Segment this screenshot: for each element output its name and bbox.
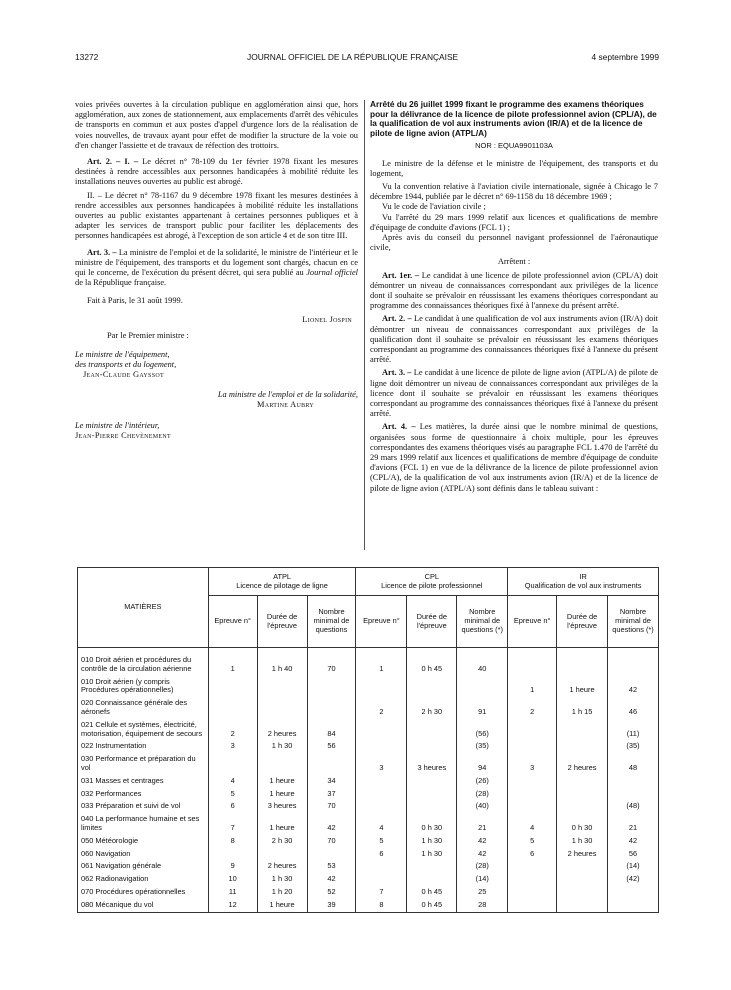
matiere-cell: 040 La performance humaine et ses limites: [78, 813, 209, 835]
value-cell: 40: [457, 648, 508, 676]
value-cell: (48): [608, 800, 659, 813]
value-cell: [356, 676, 407, 698]
matiere-cell: 060 Navigation: [78, 848, 209, 861]
value-cell: 1 h 30: [407, 835, 457, 848]
value-cell: 42: [457, 835, 508, 848]
value-cell: [557, 873, 608, 886]
value-cell: 56: [307, 740, 356, 753]
ir-header: IR Qualification de vol aux instruments: [508, 568, 659, 596]
value-cell: (14): [457, 873, 508, 886]
value-cell: 8: [356, 899, 407, 912]
right-column: [370, 100, 658, 497]
value-cell: 2: [508, 697, 557, 719]
ministre-equipement: Le ministre de l'équipement,: [75, 350, 170, 360]
value-cell: [407, 740, 457, 753]
value-cell: 37: [307, 788, 356, 801]
table-row: [78, 800, 659, 813]
value-cell: (14): [608, 860, 659, 873]
matiere-cell: 010 Droit aérien et procédures du contrôle de la circulation aérienne: [78, 648, 209, 676]
value-cell: (42): [608, 873, 659, 886]
value-cell: [557, 775, 608, 788]
value-cell: [407, 775, 457, 788]
value-cell: [508, 648, 557, 676]
value-cell: [508, 886, 557, 899]
value-cell: (28): [457, 860, 508, 873]
column-divider: [364, 100, 365, 550]
matiere-cell: 032 Performances: [78, 788, 209, 801]
value-cell: 4: [208, 775, 257, 788]
value-cell: [208, 676, 257, 698]
value-cell: [257, 676, 307, 698]
value-cell: [557, 740, 608, 753]
value-cell: 1: [508, 676, 557, 698]
value-cell: 0 h 30: [557, 813, 608, 835]
value-cell: 1 heure: [257, 775, 307, 788]
issue-date: 4 septembre 1999: [591, 52, 659, 62]
value-cell: 53: [307, 860, 356, 873]
table-row: [78, 860, 659, 873]
value-cell: [356, 800, 407, 813]
table-row: [78, 676, 659, 698]
table-row: [78, 648, 659, 676]
value-cell: 94: [457, 753, 508, 775]
value-cell: [508, 775, 557, 788]
matiere-cell: 050 Météorologie: [78, 835, 209, 848]
value-cell: 70: [307, 835, 356, 848]
value-cell: [356, 740, 407, 753]
value-cell: [508, 800, 557, 813]
value-cell: [257, 848, 307, 861]
value-cell: [208, 697, 257, 719]
cpl-header: CPL Licence de pilote professionnel: [356, 568, 508, 596]
value-cell: [508, 740, 557, 753]
value-cell: [307, 753, 356, 775]
epreuve-header: Epreuve n°: [356, 596, 407, 648]
article-2: Art. 2. – I. – Le décret n° 78-109 du 1er février 1978 fixant les mesures destinées à rendre accessibles aux personnes handicapées à mobilité réduite les installations neuves ouvertes au public est abrogé.: [75, 157, 358, 187]
value-cell: 5: [356, 835, 407, 848]
table-row: [78, 873, 659, 886]
page-number: 13272: [75, 52, 99, 62]
value-cell: 3: [208, 740, 257, 753]
value-cell: (35): [608, 740, 659, 753]
value-cell: 56: [608, 848, 659, 861]
value-cell: 2 heures: [557, 753, 608, 775]
paragraph: Vu la convention relative à l'aviation civile internationale, signée à Chicago le 7 décembre 1944, publiée par le décret n° 69-1158 du 18 décembre 1969 ;: [370, 181, 658, 202]
nor-reference: NOR : EQUA9901103A: [475, 141, 553, 151]
ministre-equipement-2: des transports et du logement,: [75, 360, 177, 370]
value-cell: [356, 788, 407, 801]
table-row: [78, 740, 659, 753]
value-cell: 1: [208, 648, 257, 676]
value-cell: [508, 860, 557, 873]
value-cell: [508, 719, 557, 741]
value-cell: 9: [208, 860, 257, 873]
value-cell: 3 heures: [257, 800, 307, 813]
signature-jospin: Lionel Jospin: [302, 314, 352, 324]
value-cell: [407, 788, 457, 801]
value-cell: 2: [208, 719, 257, 741]
table-row: [78, 813, 659, 835]
value-cell: 1 h 30: [257, 740, 307, 753]
value-cell: 6: [356, 848, 407, 861]
signature-chevenement: Jean-Pierre Chevènement: [75, 431, 171, 441]
value-cell: [407, 800, 457, 813]
value-cell: 1 heure: [557, 676, 608, 698]
value-cell: [508, 788, 557, 801]
epreuve-header: Epreuve n°: [208, 596, 257, 648]
value-cell: [608, 899, 659, 912]
matiere-cell: 020 Connaissance générale des aéronefs: [78, 697, 209, 719]
value-cell: [608, 886, 659, 899]
value-cell: 11: [208, 886, 257, 899]
article-1: Art. 1er. – Le candidat à une licence de pilote professionnel avion (CPL/A) doit démontrer un niveau de connaissances correspondant aux privilèges de la licence dont il souhaite se prévaloir en réussissant les examens théoriques correspondant au programme des connaissances théoriques fixé à l'annexe du présent arrêté.: [370, 270, 659, 311]
table-row: [78, 775, 659, 788]
matiere-cell: 010 Droit aérien (y compris Procédures opérationnelles): [78, 676, 209, 698]
value-cell: [307, 676, 356, 698]
value-cell: [407, 676, 457, 698]
matiere-cell: 021 Cellule et systèmes, électricité, motorisation, équipement de secours: [78, 719, 209, 741]
matieres-header: MATIÈRES: [78, 568, 209, 648]
value-cell: 39: [307, 899, 356, 912]
value-cell: [557, 899, 608, 912]
value-cell: 25: [457, 886, 508, 899]
table-row: [78, 835, 659, 848]
value-cell: 12: [208, 899, 257, 912]
value-cell: (26): [457, 775, 508, 788]
value-cell: [407, 860, 457, 873]
value-cell: 8: [208, 835, 257, 848]
exam-table: [77, 567, 659, 913]
paragraph: voies privées ouvertes à la circulation publique en agglomération ainsi que, hors agglomération, aux zones de stationnement, aux emplacements d'arrêt des véhicules de transports en commun et aux postes d'appel d'urgence lors de la réalisation de voies nouvelles, de travaux ayant pour effet de modifier la structure de la voie ou d'en changer l'assiette et de travaux de réfection des trottoirs.: [75, 100, 358, 150]
value-cell: 0 h 30: [407, 813, 457, 835]
value-cell: 1 h 30: [407, 848, 457, 861]
value-cell: 84: [307, 719, 356, 741]
value-cell: [257, 697, 307, 719]
duree-header: Durée de l'épreuve: [557, 596, 608, 648]
value-cell: 2 heures: [557, 848, 608, 861]
value-cell: 6: [508, 848, 557, 861]
value-cell: 1: [356, 648, 407, 676]
value-cell: 0 h 45: [407, 899, 457, 912]
value-cell: [557, 719, 608, 741]
value-cell: [356, 873, 407, 886]
value-cell: 34: [307, 775, 356, 788]
value-cell: 42: [307, 813, 356, 835]
value-cell: [307, 848, 356, 861]
epreuve-header: Epreuve n°: [508, 596, 557, 648]
paragraph: Vu le code de l'aviation civile ;: [382, 202, 486, 212]
value-cell: 3: [356, 753, 407, 775]
value-cell: 3: [508, 753, 557, 775]
value-cell: [356, 775, 407, 788]
value-cell: [356, 860, 407, 873]
value-cell: [257, 753, 307, 775]
matiere-cell: 033 Préparation et suivi de vol: [78, 800, 209, 813]
value-cell: 1 heure: [257, 813, 307, 835]
table-row: [78, 697, 659, 719]
value-cell: 70: [307, 800, 356, 813]
value-cell: 28: [457, 899, 508, 912]
value-cell: (28): [457, 788, 508, 801]
value-cell: [608, 788, 659, 801]
value-cell: 1 h 20: [257, 886, 307, 899]
value-cell: [508, 899, 557, 912]
value-cell: [557, 788, 608, 801]
value-cell: 5: [508, 835, 557, 848]
paragraph: Le ministre de la défense et le ministre de l'équipement, des transports et du logement,: [370, 158, 658, 178]
value-cell: [307, 697, 356, 719]
nombre-header: Nombre minimal de questions (*): [608, 596, 659, 648]
value-cell: 2 heures: [257, 860, 307, 873]
value-cell: 1 h 30: [557, 835, 608, 848]
value-cell: 10: [208, 873, 257, 886]
value-cell: 4: [356, 813, 407, 835]
table-row: [78, 848, 659, 861]
value-cell: [608, 775, 659, 788]
value-cell: [407, 719, 457, 741]
ministre-interieur: Le ministre de l'intérieur,: [75, 421, 160, 431]
value-cell: 0 h 45: [407, 648, 457, 676]
value-cell: [208, 753, 257, 775]
paragraph: Vu l'arrêté du 29 mars 1999 relatif aux licences et qualifications de membre d'équipage de conduite d'avions (FCL 1) ;: [370, 212, 658, 232]
arretent: Arrêtent :: [497, 257, 531, 267]
value-cell: [557, 886, 608, 899]
value-cell: 2 heures: [257, 719, 307, 741]
article-3: Art. 3. – Le candidat à une licence de pilote de ligne avion (ATPL/A) de pilote de ligne doit démontrer un niveau de connaissances correspondant aux privilèges de la licence dont il souhaite se prévaloir en réussissant les examens théoriques correspondant au programme des connaissances théoriques fixé à l'annexe du présent arrêté.: [370, 368, 658, 419]
value-cell: 3 heures: [407, 753, 457, 775]
table-row: [78, 788, 659, 801]
value-cell: 2: [356, 697, 407, 719]
nombre-header: Nombre minimal de questions (*): [457, 596, 508, 648]
table-row: [78, 886, 659, 899]
matiere-cell: 031 Masses et centrages: [78, 775, 209, 788]
arrete-title: Arrêté du 26 juillet 1999 fixant le programme des examens théoriques pour la délivrance de la licence de pilote professionnel avion (CPL/A), de la qualification de vol aux instruments avion (IR/A) et de la licence de pilote de ligne avion (ATPL/A): [370, 99, 657, 138]
value-cell: 7: [208, 813, 257, 835]
table-row: [78, 719, 659, 741]
table-row: [78, 899, 659, 912]
fait-a-paris: Fait à Paris, le 31 août 1999.: [87, 296, 183, 306]
value-cell: 42: [608, 676, 659, 698]
value-cell: 4: [508, 813, 557, 835]
value-cell: (40): [457, 800, 508, 813]
matiere-cell: 022 Instrumentation: [78, 740, 209, 753]
value-cell: [557, 800, 608, 813]
value-cell: [508, 873, 557, 886]
article-3: Art. 3. – La ministre de l'emploi et de la solidarité, le ministre de l'intérieur et le ministre de l'équipement, des transports et du logement sont chargés, chacun en ce qui le concerne, de l'exécution du présent décret, qui sera publié au Journal officiel de la République française.: [75, 247, 359, 288]
value-cell: [557, 648, 608, 676]
value-cell: 21: [608, 813, 659, 835]
nombre-header: Nombre minimal de questions: [307, 596, 356, 648]
value-cell: [557, 860, 608, 873]
matiere-cell: 030 Performance et préparation du vol: [78, 753, 209, 775]
value-cell: [208, 848, 257, 861]
value-cell: 1 h 40: [257, 648, 307, 676]
value-cell: 1 heure: [257, 899, 307, 912]
matiere-cell: 061 Navigation générale: [78, 860, 209, 873]
value-cell: 46: [608, 697, 659, 719]
matiere-cell: 070 Procédures opérationnelles: [78, 886, 209, 899]
value-cell: 1 heure: [257, 788, 307, 801]
atpl-header: ATPL Licence de pilotage de ligne: [208, 568, 356, 596]
value-cell: [356, 719, 407, 741]
signatures: [75, 296, 358, 441]
value-cell: 42: [457, 848, 508, 861]
value-cell: 2 h 30: [407, 697, 457, 719]
value-cell: (56): [457, 719, 508, 741]
table-row: [78, 753, 659, 775]
duree-header: Durée de l'épreuve: [257, 596, 307, 648]
signature-aubry: Martine Aubry: [256, 399, 314, 409]
matiere-cell: 080 Mécanique du vol: [78, 899, 209, 912]
article-2: Art. 2. – Le candidat à une qualification de vol aux instruments avion (IR/A) doit démontrer un niveau de connaissances correspondant aux privilèges de la qualification dont il souhaite se prévaloir en réussissant les examens théoriques correspondant au programme des connaissances théoriques fixé à l'annexe du présent arrêté.: [370, 314, 659, 365]
value-cell: 1 h 15: [557, 697, 608, 719]
value-cell: [407, 873, 457, 886]
duree-header: Durée de l'épreuve: [407, 596, 457, 648]
article-4: Art. 4. – Les matières, la durée ainsi que le nombre minimal de questions, organisées sous forme de questionnaire à choix multiple, pour les épreuves correspondantes des examens théoriques visés au paragraphe FCL 1.470 de l'arrêté du 29 mars 1999 relatif aux licences et qualifications de membre d'équipage de conduite d'avions (FCL 1) en vue de la délivrance de la licence de pilote professionnel avion (CPL/A), de la qualification de vol aux instruments avion (IR/A) et de la licence de pilote de ligne avion (ATPL/A) sont définis dans le tableau suivant :: [370, 422, 658, 493]
value-cell: 70: [307, 648, 356, 676]
ministre-emploi: La ministre de l'emploi et de la solidarité,: [217, 389, 358, 399]
value-cell: 7: [356, 886, 407, 899]
value-cell: 21: [457, 813, 508, 835]
article-2-ii: II. – Le décret n° 78-1167 du 9 décembre 1978 fixant les mesures destinées à rendre accessibles aux personnes handicapées à mobilité réduite les installations ouvertes au public existantes appartenant à certaines personnes publiques et à adapter les services de transport public pour faciliter les déplacements des personnes handicapées est abrogé, à l'exception de son article 4 et de son titre III.: [75, 190, 358, 241]
signature-gayssot: Jean-Claude Gayssot: [83, 370, 164, 380]
value-cell: (35): [457, 740, 508, 753]
value-cell: [608, 648, 659, 676]
value-cell: 5: [208, 788, 257, 801]
value-cell: 52: [307, 886, 356, 899]
value-cell: [457, 676, 508, 698]
left-column: [75, 100, 358, 441]
value-cell: 6: [208, 800, 257, 813]
paragraph: Après avis du conseil du personnel navigant professionnel de l'aéronautique civile,: [370, 233, 658, 253]
value-cell: 42: [608, 835, 659, 848]
value-cell: (11): [608, 719, 659, 741]
par-premier-ministre: Par le Premier ministre :: [107, 330, 189, 340]
value-cell: 42: [307, 873, 356, 886]
matiere-cell: 062 Radionavigation: [78, 873, 209, 886]
value-cell: 2 h 30: [257, 835, 307, 848]
journal-title: JOURNAL OFFICIEL DE LA RÉPUBLIQUE FRANÇAISE: [247, 52, 459, 62]
value-cell: 0 h 45: [407, 886, 457, 899]
value-cell: 1 h 30: [257, 873, 307, 886]
value-cell: 48: [608, 753, 659, 775]
value-cell: 91: [457, 697, 508, 719]
